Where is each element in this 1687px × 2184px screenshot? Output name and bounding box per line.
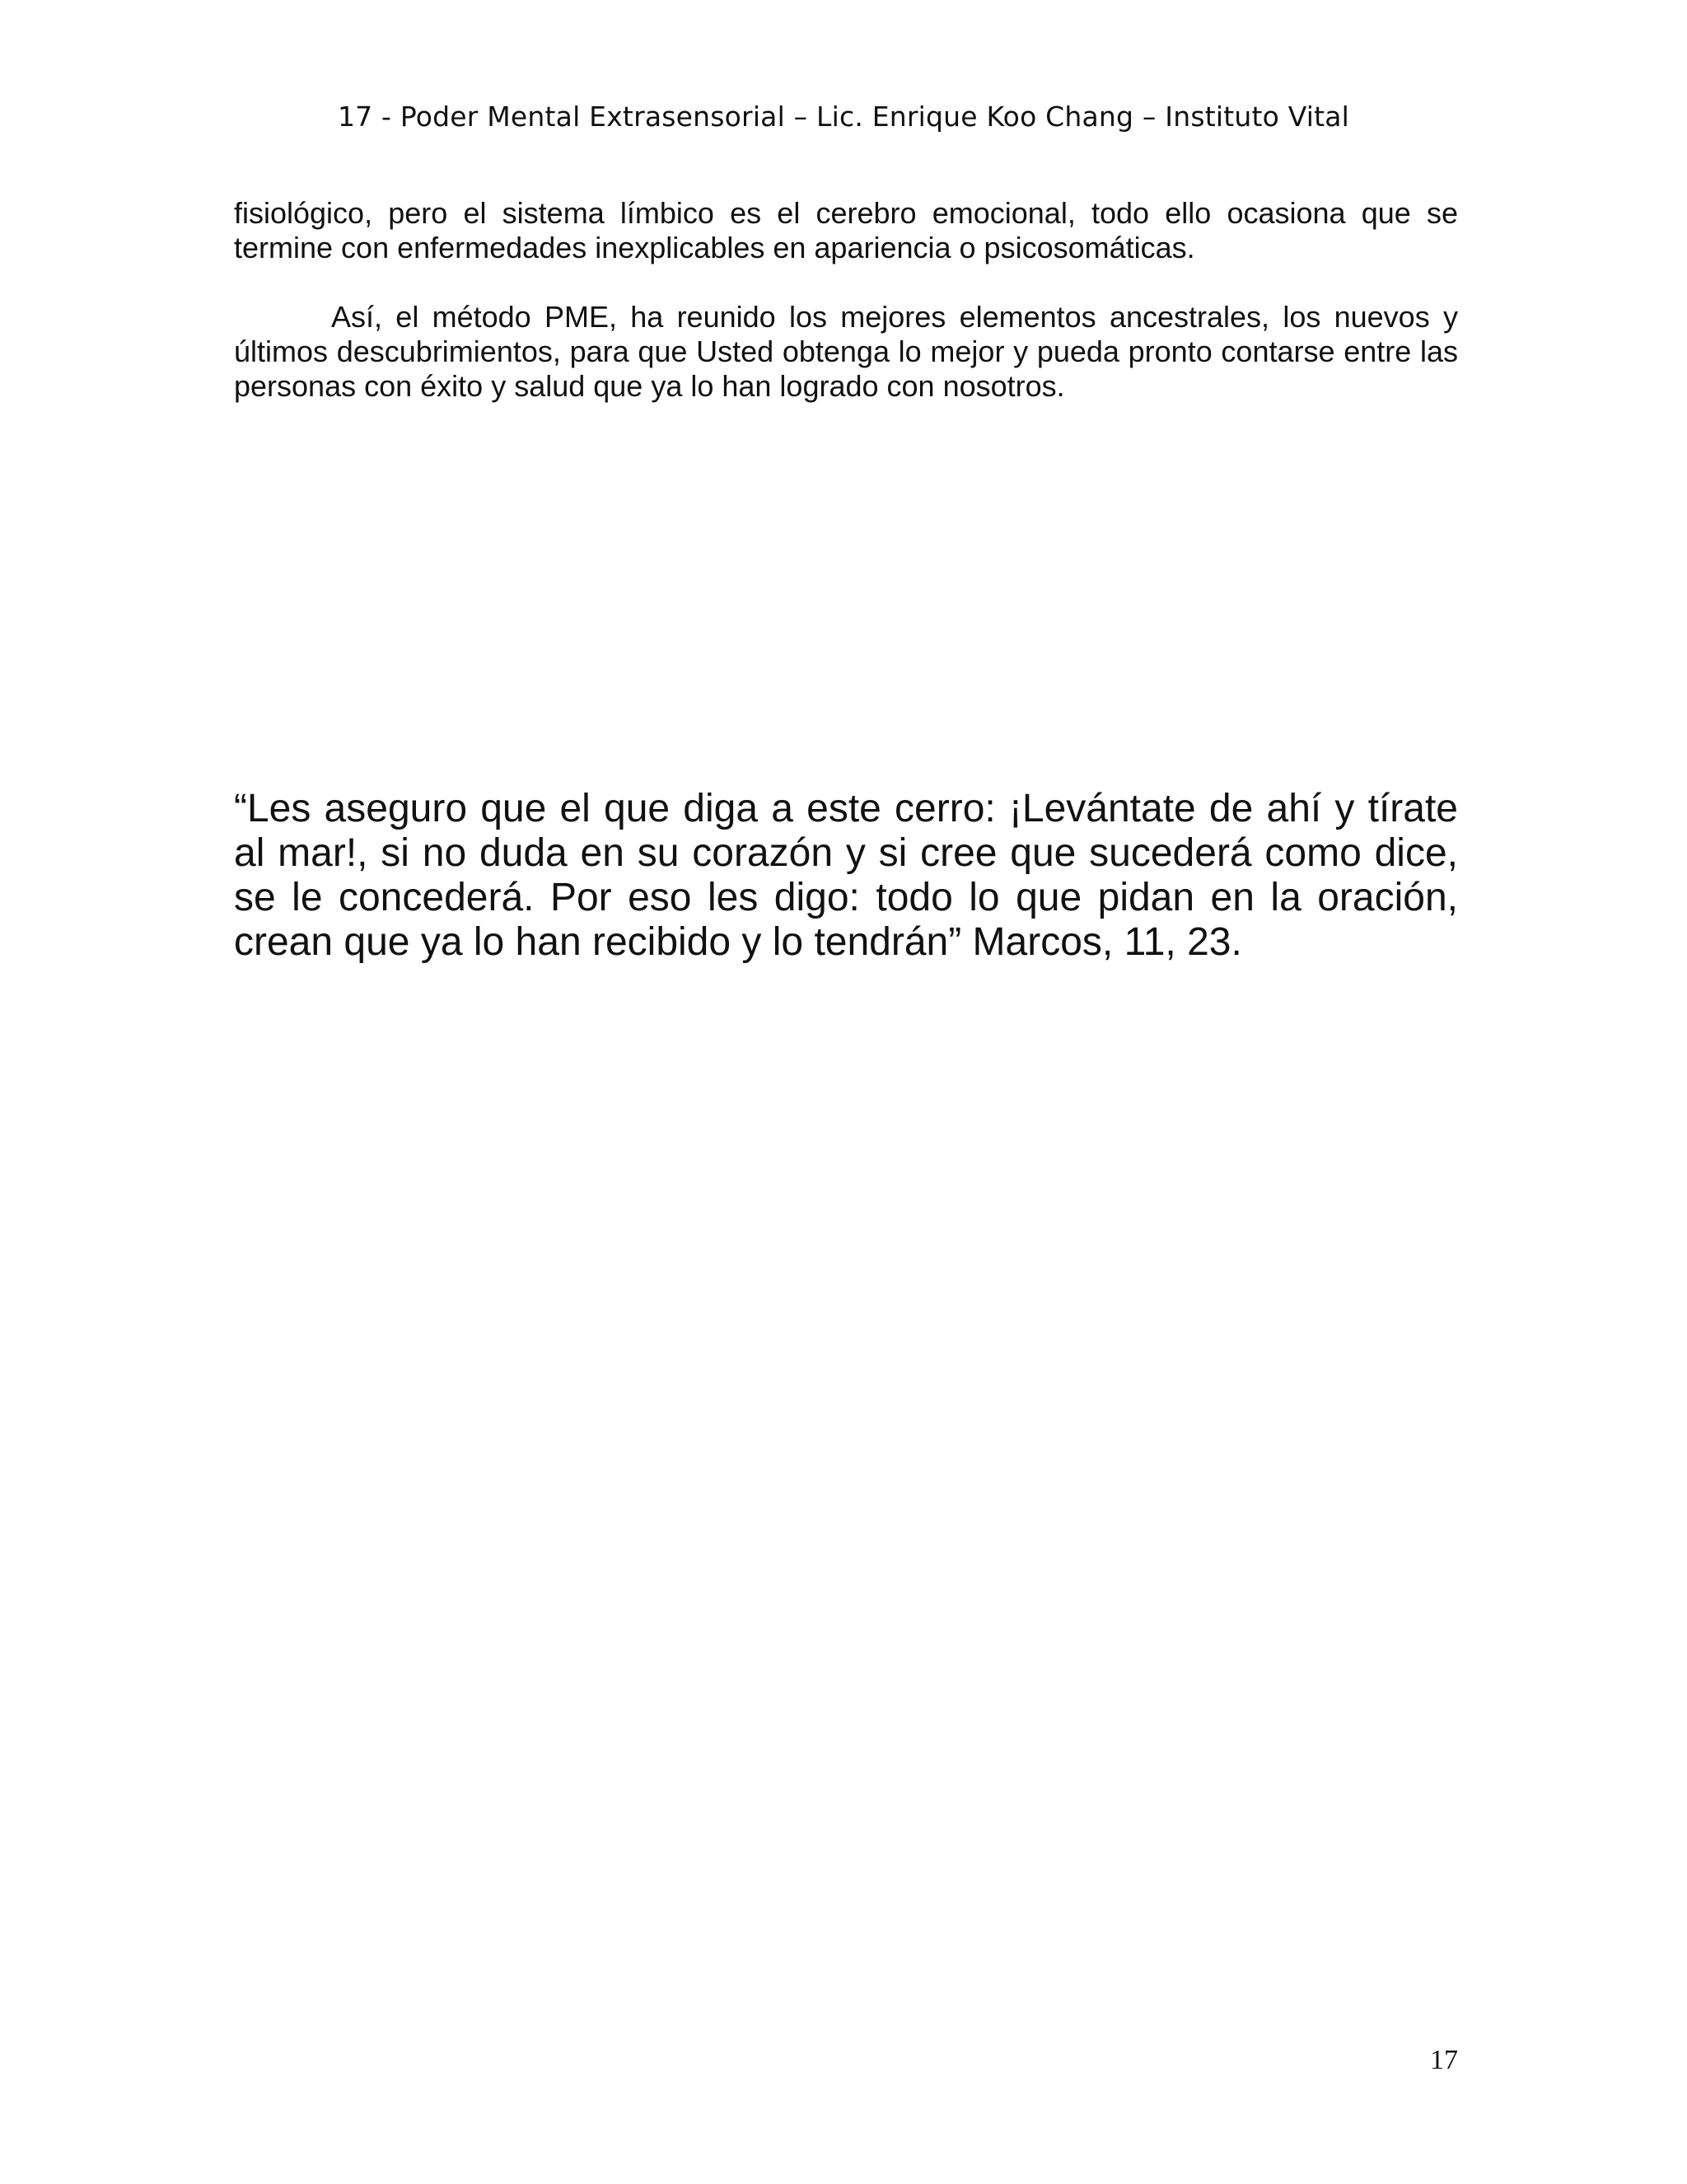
- body-paragraph-2: Así, el método PME, ha reunido los mejores elementos ancestrales, los nuevos y últimos descubrimientos, para que Usted obtenga lo mejor y pueda pronto contarse entre las personas con éxito y salud que ya lo han logrado con nosotros.: [234, 300, 1458, 403]
- page-number: 17: [1430, 2045, 1458, 2075]
- body-paragraph-1: fisiológico, pero el sistema límbico es el cerebro emocional, todo ello ocasiona que se termine con enfermedades inexplicables en apariencia o psicosomáticas.: [234, 196, 1458, 264]
- running-header: 17 - Poder Mental Extrasensorial – Lic. Enrique Koo Chang – Instituto Vital: [337, 101, 1350, 133]
- scripture-quote: “Les aseguro que el que diga a este cerro: ¡Levántate de ahí y tírate al mar!, si no duda en su corazón y si cree que sucederá como dice, se le concederá. Por eso les digo: todo lo que pidan en la oración, crean que ya lo han recibido y lo tendrán” Marcos, 11, 23.: [234, 787, 1458, 964]
